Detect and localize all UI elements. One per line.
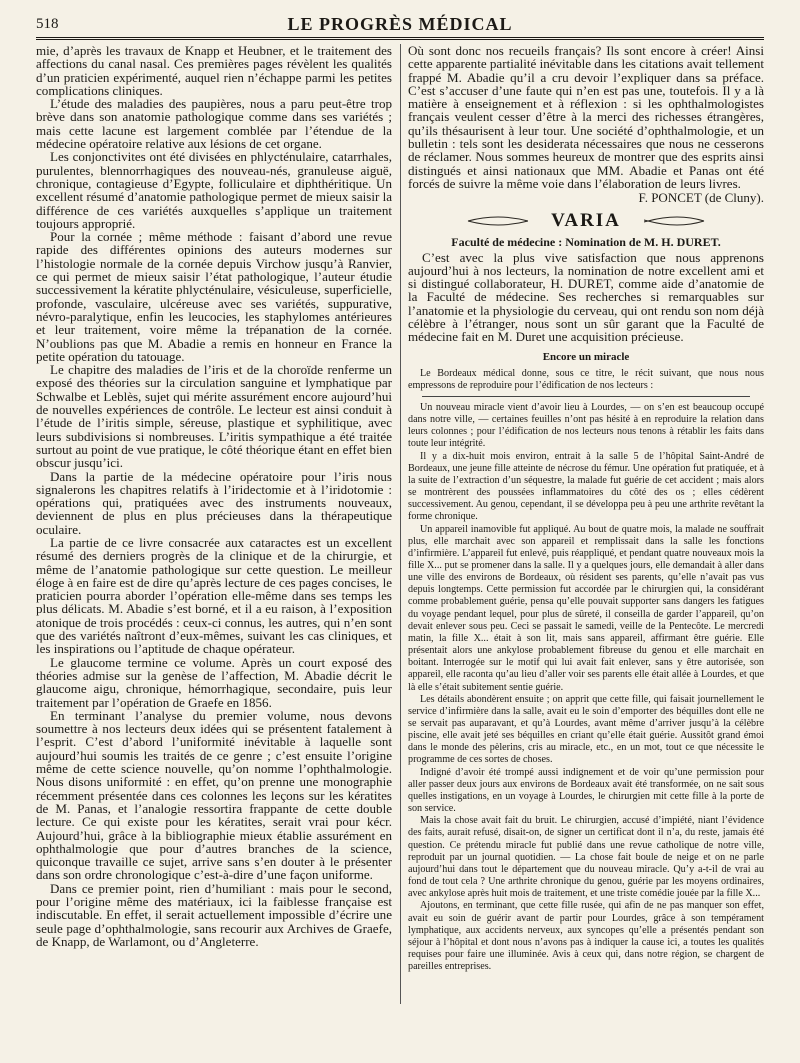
miracle-heading: Encore un miracle	[542, 350, 630, 363]
paragraph: En terminant l’analyse du premier volume, nous devons soumettre à nos lecteurs deux idées qui se présentent fatalement à l’esprit. C’est d’abord l’uniformité inévitable à laquelle sont aujourd’hui soumis les traités de ce genre ; c’est ensuite l’origine même de cette science nouvelle, qu’on nomme l’ophthalmologie. Nous disons uniformité : en effet, qu’on prenne une monographie récemment présentée dans ces colonnes les leçons sur les kératites de M. Panas, et l’analogie ressortira frappante de cette double lecture. Ce qui existe pour les kératites, serait vrai pour kécr. Aujourd’hui, grâce à la bibliographie mieux établie assurément en ophthalmologie que pour d’autres branches de la science, quiconque travaille ce sujet, arrive sans s’en douter à le présenter dans son ordre chronologique c’est-à-dire d’une façon uniforme.	[36, 707, 392, 883]
paragraph: mie, d’après les travaux de Knapp et Heubner, et le traitement des affections du canal nasal. Ces premières pages révèlent les qualités d’un praticien expérimenté, auquel rien n’échappe parmi les petites complications cliniques.	[36, 44, 392, 98]
paragraph: Un nouveau miracle vient d’avoir lieu à Lourdes, — on s’en est beaucoup occupé dans notre ville, — certaines feuilles n’ont pas hésité à en reproduire la relation dans leurs colonnes ; pour l’édification de nos lecteurs nous tenons à rétablir les faits dans toute leur intégrité.	[408, 401, 764, 450]
header-rule	[36, 37, 764, 40]
paragraph: Les conjonctivites ont été divisées en phlycténulaire, catarrhales, purulentes, blennorrhagiques des nouveau-nés, granuleuse aiguë, chronique, contagieuse d’Egypte, folliculaire et diphthéritique. Un excellent résumé d’anatomie pathologique permet de mieux saisir la différence de ces variétés auxquelles s’applique un traitement toujours approprié.	[36, 149, 392, 231]
paragraph: Ajoutons, en terminant, que cette fille rusée, qui afin de ne pas manquer son effet, avait eu soin de guérir avant de partir pour Lourdes, grâce à son tempérament lymphatique, aux accidents nerveux, aux syncopes qu’elle a présentés pendant son séjour à l’hôpital et dont nous n’avons pas à indiquer la cause ici, a toutes les qualités requises pour faire une illuminée. Avis à ceux qui, dans notre région, se chargent de pareilles entreprises.	[408, 900, 764, 973]
miracle-article	[408, 368, 764, 974]
left-column	[36, 44, 392, 1054]
paragraph: Mais la chose avait fait du bruit. Le chirurgien, accusé d’impiété, niant l’évidence des faits, aurait refusé, disait-on, de signer un certificat dont il n’a, du reste, jamais été question. Ce prétendu miracle fut publié dans une revue catholique de notre ville, reproduit par un journal quotidien. — La chose fait boule de neige et on ne parle aujourd’hui dans tout le département que du nouveau miracle. Qu’y a-t-il de vrai au fond de tout cela ? Une arthrite chronique du genou, guérie par les moyens ordinaires, avec ankylose après huit mois de traitement, et une triste comédie jouée par la fille X...	[408, 815, 764, 900]
journal-title: LE PROGRÈS MÉDICAL	[287, 14, 513, 34]
paragraph: Pour la cornée ; même méthode : faisant d’abord une revue rapide des différentes opinions des auteurs modernes sur l’histologie normale de la cornée depuis Virchow jusqu’à Ranvier, ce qui permet de mieux saisir l’état pathologique, l’auteur étudie successivement la kératite phlycténulaire, vésiculeuse, superficielle, profonde, vasculaire, ulcéreuse avec ses variétés, suppurative, névro-paralytique, enfin les leucocies, les staphylomes antérieures et leur traitement, voire même la trépanation de la cornée. N’oublions pas que M. Abadie a remis en honneur en France la petite opération du tatouage.	[36, 229, 392, 364]
column-divider	[400, 44, 401, 1004]
right-column	[408, 44, 764, 1054]
page-header	[36, 12, 764, 38]
two-column-body	[36, 44, 764, 1054]
faculty-heading: Faculté de médecine : Nomination de M. H. DURET.	[451, 234, 721, 249]
paragraph: Dans la partie de la médecine opératoire pour l’iris nous signalerons les chapitres relatifs à l’iridectomie et à l’iridotomie : opérations qui, pratiquées avec des instruments nouveaux, deviennent de plus en plus précieuses dans la thérapeutique oculaire.	[36, 468, 392, 537]
paragraph: Indigné d’avoir été trompé aussi indignement et de voir qu’une permission pour aller passer deux jours aux environs de Bordeaux avait été transformée, on ne sait sous quelles instigations, en un voyage à Lourdes, le chirurgien mit cette fille à la porte de son service.	[408, 766, 764, 815]
paragraph: La partie de ce livre consacrée aux cataractes est un excellent résumé des derniers progrès de la clinique et de la chirurgie, et même de l’anatomie pathologique sur cette question. Le meilleur éloge à en faire est de dire qu’après lecture de ces pages concises, le praticien pourra aborder l’opération elle-même dans ses temps les plus délicats. M. Abadie s’est borné, et il a eu raison, à l’exposition atonique de trois procédés : ceux-ci connus, les autres, qui n’en sont que des variétés naîtront d’eux-mêmes, suivant les cas cliniques, et les inspirations ou l’aptitude de chaque opérateur.	[36, 534, 392, 657]
paragraph: Le glaucome termine ce volume. Après un court exposé des théories admise sur la genèse de l’affection, M. Abadie décrit le glaucome aigu, chronique, hémorrhagique, secondaire, puis leur traitement par l’opération de Graefe en 1856.	[36, 654, 392, 710]
paragraph: Dans ce premier point, rien d’humiliant : mais pour le second, pour l’origine même des matériaux, ici la faiblesse française est indiscutable. En effet, il serait actuellement impossible d’écrire une seule page d’ophthalmologie, sans recourir aux Archives de Graefe, de Knapp, de Warlamont, ou d’Angleterre.	[36, 880, 392, 949]
paragraph: Il y a dix-huit mois environ, entrait à la salle 5 de l’hôpital Saint-André de Bordeaux, une jeune fille atteinte de nécrose du fémur. Une opération fut pratiquée, et à la suite de l’extraction d’un séquestre, la malade fut guérie de cet accident ; mais alors se montrèrent des poussées inflammatoires du côté des os ; elles cédèrent successivement. Au genou, cependant, il se développa peu à peu une arthrite revêtant la forme chronique.	[408, 450, 764, 523]
author-signature: F. PONCET (de Cluny).	[638, 190, 764, 206]
paragraph: Le Bordeaux médical donne, sous ce titre, le récit suivant, que nous nous empressons de reproduire pour l’édification de nos lecteurs :	[408, 367, 764, 391]
paragraph: Les détails abondèrent ensuite ; on apprit que cette fille, qui faisait journellement le service d’infirmière dans la salle, avait eu le soin d’emporter des béquilles dont elle ne se servait pas auparavant, et qu’à Lourdes, avant même d’arriver jusqu’à la célèbre piscine, elle avait jeté ses béquilles en criant qu’elle était guérie. Aussitôt grand émoi dans le monde des pèlerins, cris au miracle, etc., en un mot, tout ce que nécessite le programme de ces sortes de choses.	[408, 693, 764, 766]
intro-paragraph: Où sont donc nos recueils français? Ils sont encore à créer! Ainsi cette apparente partialité inévitable dans les citations avait tellement frappé M. Abadie qu’il a cru devoir l’expliquer dans sa préface. C’est s’accuser d’une faute qui n’en est pas une, toutefois. Il y a là matière à enseignement et à réflexion : si les ophthalmologistes français veulent cesser d’être à la merci des richesses étrangères, qu’ils thésaurisent à leur tour. Une société d’ophthalmologie, et un bulletin : tels sont les desiderata nécessaires que nous ne cesserons de réclamer. Nous sommes heureux de montrer que des esprits ainsi distingués et ainsi nationaux que MM. Abadie et Panas ont été forcés de suivre la même voie dans l’élaboration de leurs livres.	[408, 44, 764, 191]
paragraph: Un appareil inamovible fut appliqué. Au bout de quatre mois, la malade ne souffrait plus, elle marchait avec son appareil et remplissait dans la salle les fonctions d’infirmière. L’appareil fut enlevé, puis réappliqué, et pendant quatre nouveaux mois la fille X... put se promener dans la salle. Il y a quelques jours, elle demandait à aller dans une ville des environs de Bordeaux, où résident ses parents, qu’elle n’avait pas vus depuis longtemps. Cette permission fut accordée par le chirurgien qui, la considérant comme probablement guérie, pensa qu’elle pouvait supporter sans dangers les fatigues du voyage pendant lequel, pour plus de sûreté, il conseilla de garder l’appareil, qu’on devait enlever sous peu. Ceci se passait le samedi, veille de la Pentecôte. Le mercredi matin, la fille X... était à son lit, mais sans appareil, affirmant être guérie. Elle présentait alors une ankylose probablement fibreuse du genou et elle marchait en boitant. Interrogée sur le motif qui lui avait fait enlever, sans y être autorisée, son appareil, elle raconta qu’au lieu d’aller voir ses parents elle était allée à Lourdes, et que là elle s’était subitement sentie guérie.	[408, 523, 764, 693]
paragraph: Le chapitre des maladies de l’iris et de la choroïde renferme un exposé des théories sur la circulation sanguine et lymphatique par Schwalbe et Leblès, sujet qui mérite assurément encore aujourd’hui de nouvelles expériences de contrôle. Le lecteur est ainsi conduit à l’étude de l’iritis simple, séreuse, plastique et syphilitique, avec leurs subdivisions si nombreuses. L’iritis sympathique a été traitée surtout au point de vue pratique, le côté théorique étant en effet bien obscur jusqu’ici.	[36, 362, 392, 471]
paragraph: L’étude des maladies des paupières, nous a paru peut-être trop brève dans son anatomie pathologique comme dans ses variétés ; mais cette lacune est largement comblée par l’étendue de la médecine opératoire relative aux lésions de cet organe.	[36, 96, 392, 152]
section-title: VARIA	[528, 210, 644, 232]
separator-rule	[422, 396, 750, 397]
faculty-paragraph: C’est avec la plus vive satisfaction que nous apprenons aujourd’hui à nos lecteurs, la nomination de notre excellent ami et si distingué collaborateur, H. DURET, comme aide d’anatomie de la Faculté de médecine. Ses recherches si remarquables sur l’anatomie et la physiologie du cerveau, qui ont rendu son nom déjà célèbre à l’étranger, nous sont un sûr garant que la Faculté de médecine fait en M. Duret une acquisition précieuse.	[408, 249, 764, 345]
page-number: 518	[36, 16, 59, 32]
section-ornament	[408, 209, 764, 233]
